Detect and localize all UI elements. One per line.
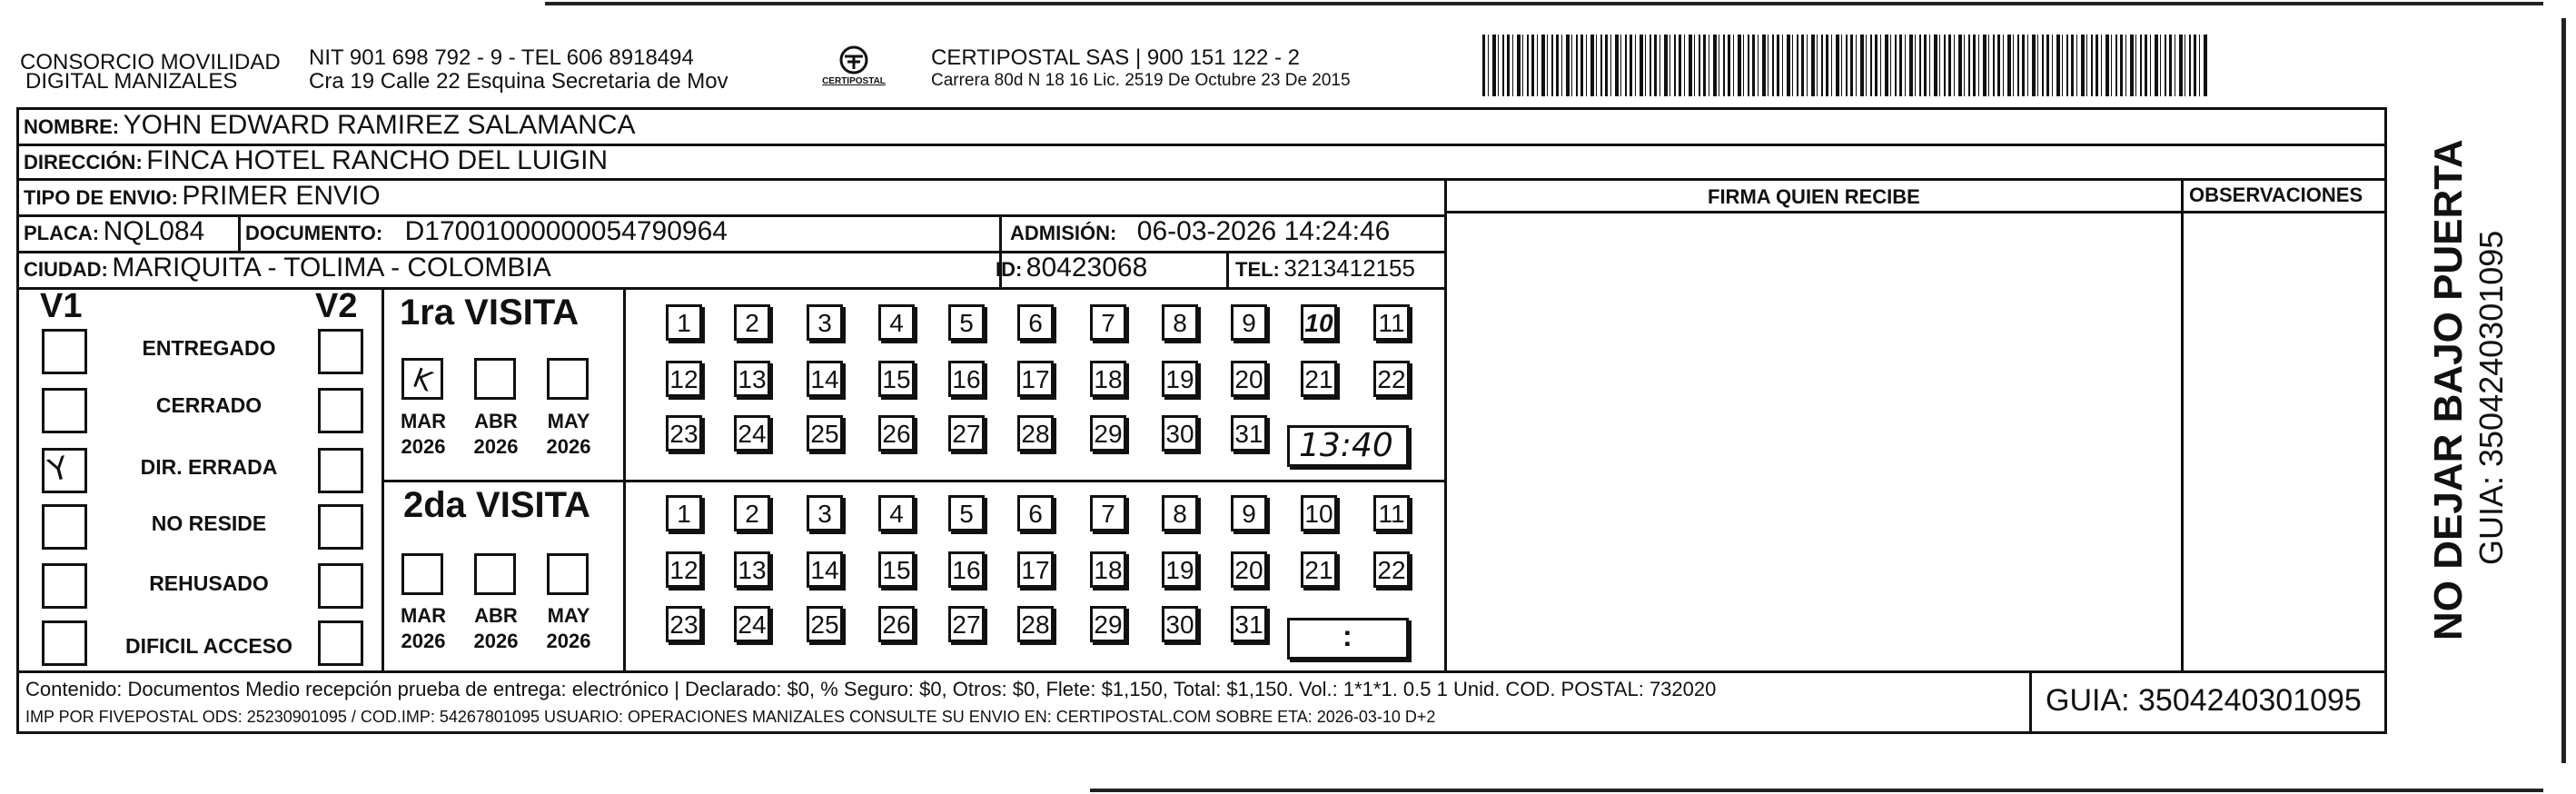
first-month-box-abr[interactable] (474, 358, 516, 400)
first-day-12[interactable]: 12 (666, 361, 702, 397)
reason-rehusado: REHUSADO (149, 571, 269, 595)
second-day-2[interactable]: 2 (734, 495, 770, 531)
second-day-15[interactable]: 15 (878, 551, 915, 588)
first-day-17[interactable]: 17 (1017, 361, 1054, 397)
first-month-may: MAY (547, 410, 590, 432)
second-month-abr: ABR (474, 604, 518, 627)
second-day-6[interactable]: 6 (1017, 495, 1054, 531)
second-day-13[interactable]: 13 (734, 551, 770, 588)
tel-label: TEL: (1235, 258, 1280, 281)
first-day-29[interactable]: 29 (1090, 415, 1126, 452)
certipostal-logo (817, 44, 890, 98)
first-day-19[interactable]: 19 (1162, 361, 1198, 397)
v2-box-dir-errada[interactable] (318, 448, 363, 493)
ciudad-label: CIUDAD: (24, 258, 108, 281)
certipostal-address: Carrera 80d N 18 16 Lic. 2519 De Octubre 23 De 2015 (931, 71, 1351, 90)
no-dejar-bajo-puerta: NO DEJAR BAJO PUERTA (2426, 139, 2471, 640)
second-month-box-may[interactable] (547, 553, 589, 595)
logo-text: CERTIPOSTAL (822, 76, 886, 86)
tel-value: 3213412155 (1283, 254, 1415, 282)
second-month-box-abr[interactable] (474, 553, 516, 595)
first-day-28[interactable]: 28 (1017, 415, 1054, 452)
admision-value: 06-03-2026 14:24:46 (1136, 216, 1391, 246)
second-year-may: 2026 (546, 630, 591, 652)
address-line: Cra 19 Calle 22 Esquina Secretaria de Mov (309, 69, 728, 94)
second-day-27[interactable]: 27 (948, 606, 985, 642)
first-day-20[interactable]: 20 (1231, 361, 1267, 397)
nombre-row (24, 110, 636, 141)
second-day-29[interactable]: 29 (1090, 606, 1126, 642)
ciudad-row (24, 253, 551, 283)
first-month-box-may[interactable] (547, 358, 589, 400)
footer-guia: GUIA: 3504240301095 (2046, 683, 2362, 718)
id-divider (1226, 251, 1229, 287)
first-year-mar: 2026 (401, 435, 446, 458)
v1-box-entregado[interactable] (42, 329, 87, 374)
second-year-mar: 2026 (401, 630, 446, 652)
first-day-13[interactable]: 13 (734, 361, 770, 397)
scan-edge-bottom (1090, 789, 2543, 792)
first-day-1[interactable]: 1 (666, 304, 702, 341)
first-year-abr: 2026 (473, 435, 519, 458)
documento-row (245, 216, 728, 247)
v1-box-rehusado[interactable] (42, 563, 87, 609)
footer-imp-line: IMP POR FIVEPOSTAL ODS: 25230901095 / COD.IMP: 54267801095 USUARIO: OPERACIONES MANIZALES CONSULTE SU ENVIO EN: CERTIPOSTAL.COM SOBRE ETA: 2026-03-10 D+2 (25, 708, 1436, 726)
documento-value: D17001000000054790964 (404, 216, 728, 246)
first-day-7[interactable]: 7 (1090, 304, 1126, 341)
footer-contenido: Contenido: Documentos Medio recepción prueba de entrega: electrónico | Declarado: $0, % Seguro: $0, Otros: $0, Flete: $1,150, Total: $1,150. Vol.: 1*1*1. 0.5 1 Unid. COD. POSTAL: 732020 (25, 678, 1717, 700)
nit-line: NIT 901 698 792 - 9 - TEL 606 8918494 (309, 45, 694, 70)
firma-divider (1444, 178, 1447, 671)
first-day-15[interactable]: 15 (878, 361, 915, 397)
second-day-3[interactable]: 3 (807, 495, 843, 531)
first-day-9[interactable]: 9 (1231, 304, 1267, 341)
first-day-22[interactable]: 22 (1373, 361, 1410, 397)
second-day-31[interactable]: 31 (1231, 606, 1267, 642)
reason-dificil-acceso: DIFICIL ACCESO (124, 634, 292, 658)
v1-box-cerrado[interactable] (42, 388, 87, 433)
certipostal-line: CERTIPOSTAL SAS | 900 151 122 - 2 (931, 45, 1300, 70)
first-day-25[interactable]: 25 (807, 415, 843, 452)
second-day-12[interactable]: 12 (666, 551, 702, 588)
tipo-row (24, 181, 381, 212)
company-line2: DIGITAL MANIZALES (25, 69, 238, 94)
placa-row (24, 216, 204, 247)
reason-dir-errada: DIR. ERRADA (140, 455, 278, 479)
id-value: 80423068 (1025, 253, 1148, 283)
second-month-box-mar[interactable] (401, 553, 443, 595)
second-day-21[interactable]: 21 (1301, 551, 1337, 588)
v1-box-no-reside[interactable] (42, 504, 87, 550)
first-day-3[interactable]: 3 (807, 304, 843, 341)
row-line-3b (1446, 211, 2387, 213)
ciudad-value: MARIQUITA - TOLIMA - COLOMBIA (112, 253, 551, 283)
company-line1: CONSORCIO MOVILIDAD (20, 50, 281, 74)
scan-edge-right (2561, 18, 2566, 763)
first-month-mark: K (408, 362, 437, 399)
second-day-9[interactable]: 9 (1231, 495, 1267, 531)
observaciones-divider (2181, 178, 2184, 671)
second-day-10[interactable]: 10 (1301, 495, 1337, 531)
first-day-30[interactable]: 30 (1162, 415, 1198, 452)
first-day-26[interactable]: 26 (878, 415, 915, 452)
barcode (1482, 35, 2209, 96)
first-month-abr: ABR (474, 410, 518, 432)
row-line-5 (16, 287, 1446, 290)
placa-label: PLACA: (24, 222, 100, 244)
v2-box-dificil-acceso[interactable] (318, 620, 363, 666)
reason-no-reside: NO RESIDE (151, 511, 267, 535)
nombre-value: YOHN EDWARD RAMIREZ SALAMANCA (123, 110, 636, 140)
first-day-24[interactable]: 24 (734, 415, 770, 452)
first-day-8[interactable]: 8 (1162, 304, 1198, 341)
second-day-16[interactable]: 16 (948, 551, 985, 588)
second-day-26[interactable]: 26 (878, 606, 915, 642)
id-label: ID: (996, 258, 1023, 281)
admision-row (1010, 216, 1390, 247)
second-day-4[interactable]: 4 (878, 495, 915, 531)
second-day-30[interactable]: 30 (1162, 606, 1198, 642)
v2-box-no-reside[interactable] (318, 504, 363, 550)
second-day-1[interactable]: 1 (666, 495, 702, 531)
second-day-8[interactable]: 8 (1162, 495, 1198, 531)
first-day-14[interactable]: 14 (807, 361, 843, 397)
placa-divider (238, 214, 241, 251)
placa-value: NQL084 (103, 216, 205, 246)
second-day-11[interactable]: 11 (1373, 495, 1410, 531)
tel-row (1235, 254, 1415, 283)
observaciones-label: OBSERVACIONES (2189, 184, 2363, 206)
second-day-20[interactable]: 20 (1231, 551, 1267, 588)
first-day-21[interactable]: 21 (1301, 361, 1337, 397)
footer-guia-divider (2029, 670, 2032, 734)
second-year-abr: 2026 (473, 630, 519, 652)
firma-label: FIRMA QUIEN RECIBE (1708, 185, 1920, 208)
reason-cerrado: CERRADO (155, 393, 263, 417)
second-month-mar: MAR (400, 604, 447, 627)
second-day-19[interactable]: 19 (1162, 551, 1198, 588)
first-time-value: 13:40 (1299, 427, 1393, 464)
first-visit-title: 1ra VISITA (400, 293, 580, 332)
first-day-31[interactable]: 31 (1231, 415, 1267, 452)
second-day-5[interactable]: 5 (948, 495, 985, 531)
first-day-27[interactable]: 27 (948, 415, 985, 452)
v1-box-dificil-acceso[interactable] (42, 620, 87, 666)
guia-vertical: GUIA: 3504240301095 (2472, 230, 2510, 565)
visit-separator (381, 480, 1446, 482)
second-day-23[interactable]: 23 (666, 606, 702, 642)
second-day-18[interactable]: 18 (1090, 551, 1126, 588)
first-month-mar: MAR (400, 410, 447, 432)
first-day-23[interactable]: 23 (666, 415, 702, 452)
second-day-24[interactable]: 24 (734, 606, 770, 642)
first-day-16[interactable]: 16 (948, 361, 985, 397)
v1-check-mark: Y (45, 449, 73, 491)
second-day-14[interactable]: 14 (807, 551, 843, 588)
first-day-6[interactable]: 6 (1017, 304, 1054, 341)
scan-edge-top (545, 2, 2543, 5)
second-time-value: : (1342, 620, 1352, 652)
id-row (996, 253, 1147, 283)
certipostal-logo-icon (817, 44, 890, 98)
v2-box-entregado[interactable] (318, 329, 363, 374)
second-visit-title: 2da VISITA (403, 485, 590, 525)
documento-label: DOCUMENTO: (245, 222, 383, 244)
tipo-label: TIPO DE ENVIO: (24, 186, 178, 209)
second-day-7[interactable]: 7 (1090, 495, 1126, 531)
v2-box-cerrado[interactable] (318, 388, 363, 433)
second-month-may: MAY (547, 604, 590, 627)
direccion-label: DIRECCIÓN: (24, 151, 143, 174)
direccion-value: FINCA HOTEL RANCHO DEL LUIGIN (146, 145, 609, 175)
admision-label: ADMISIÓN: (1010, 222, 1117, 244)
direccion-row (24, 145, 608, 176)
first-day-18[interactable]: 18 (1090, 361, 1126, 397)
v2-label: V2 (315, 287, 358, 325)
v1-label: V1 (40, 287, 83, 325)
v2-box-rehusado[interactable] (318, 563, 363, 609)
first-day-10[interactable]: 10 (1301, 304, 1337, 341)
first-day-11[interactable]: 11 (1373, 304, 1410, 341)
first-year-may: 2026 (546, 435, 591, 458)
first-day-2[interactable]: 2 (734, 304, 770, 341)
second-day-22[interactable]: 22 (1373, 551, 1410, 588)
first-day-5[interactable]: 5 (948, 304, 985, 341)
second-day-17[interactable]: 17 (1017, 551, 1054, 588)
reason-entregado: ENTREGADO (142, 336, 276, 360)
second-day-25[interactable]: 25 (807, 606, 843, 642)
nombre-label: NOMBRE: (24, 115, 120, 138)
tipo-value: PRIMER ENVIO (182, 181, 381, 211)
second-day-28[interactable]: 28 (1017, 606, 1054, 642)
first-day-4[interactable]: 4 (878, 304, 915, 341)
